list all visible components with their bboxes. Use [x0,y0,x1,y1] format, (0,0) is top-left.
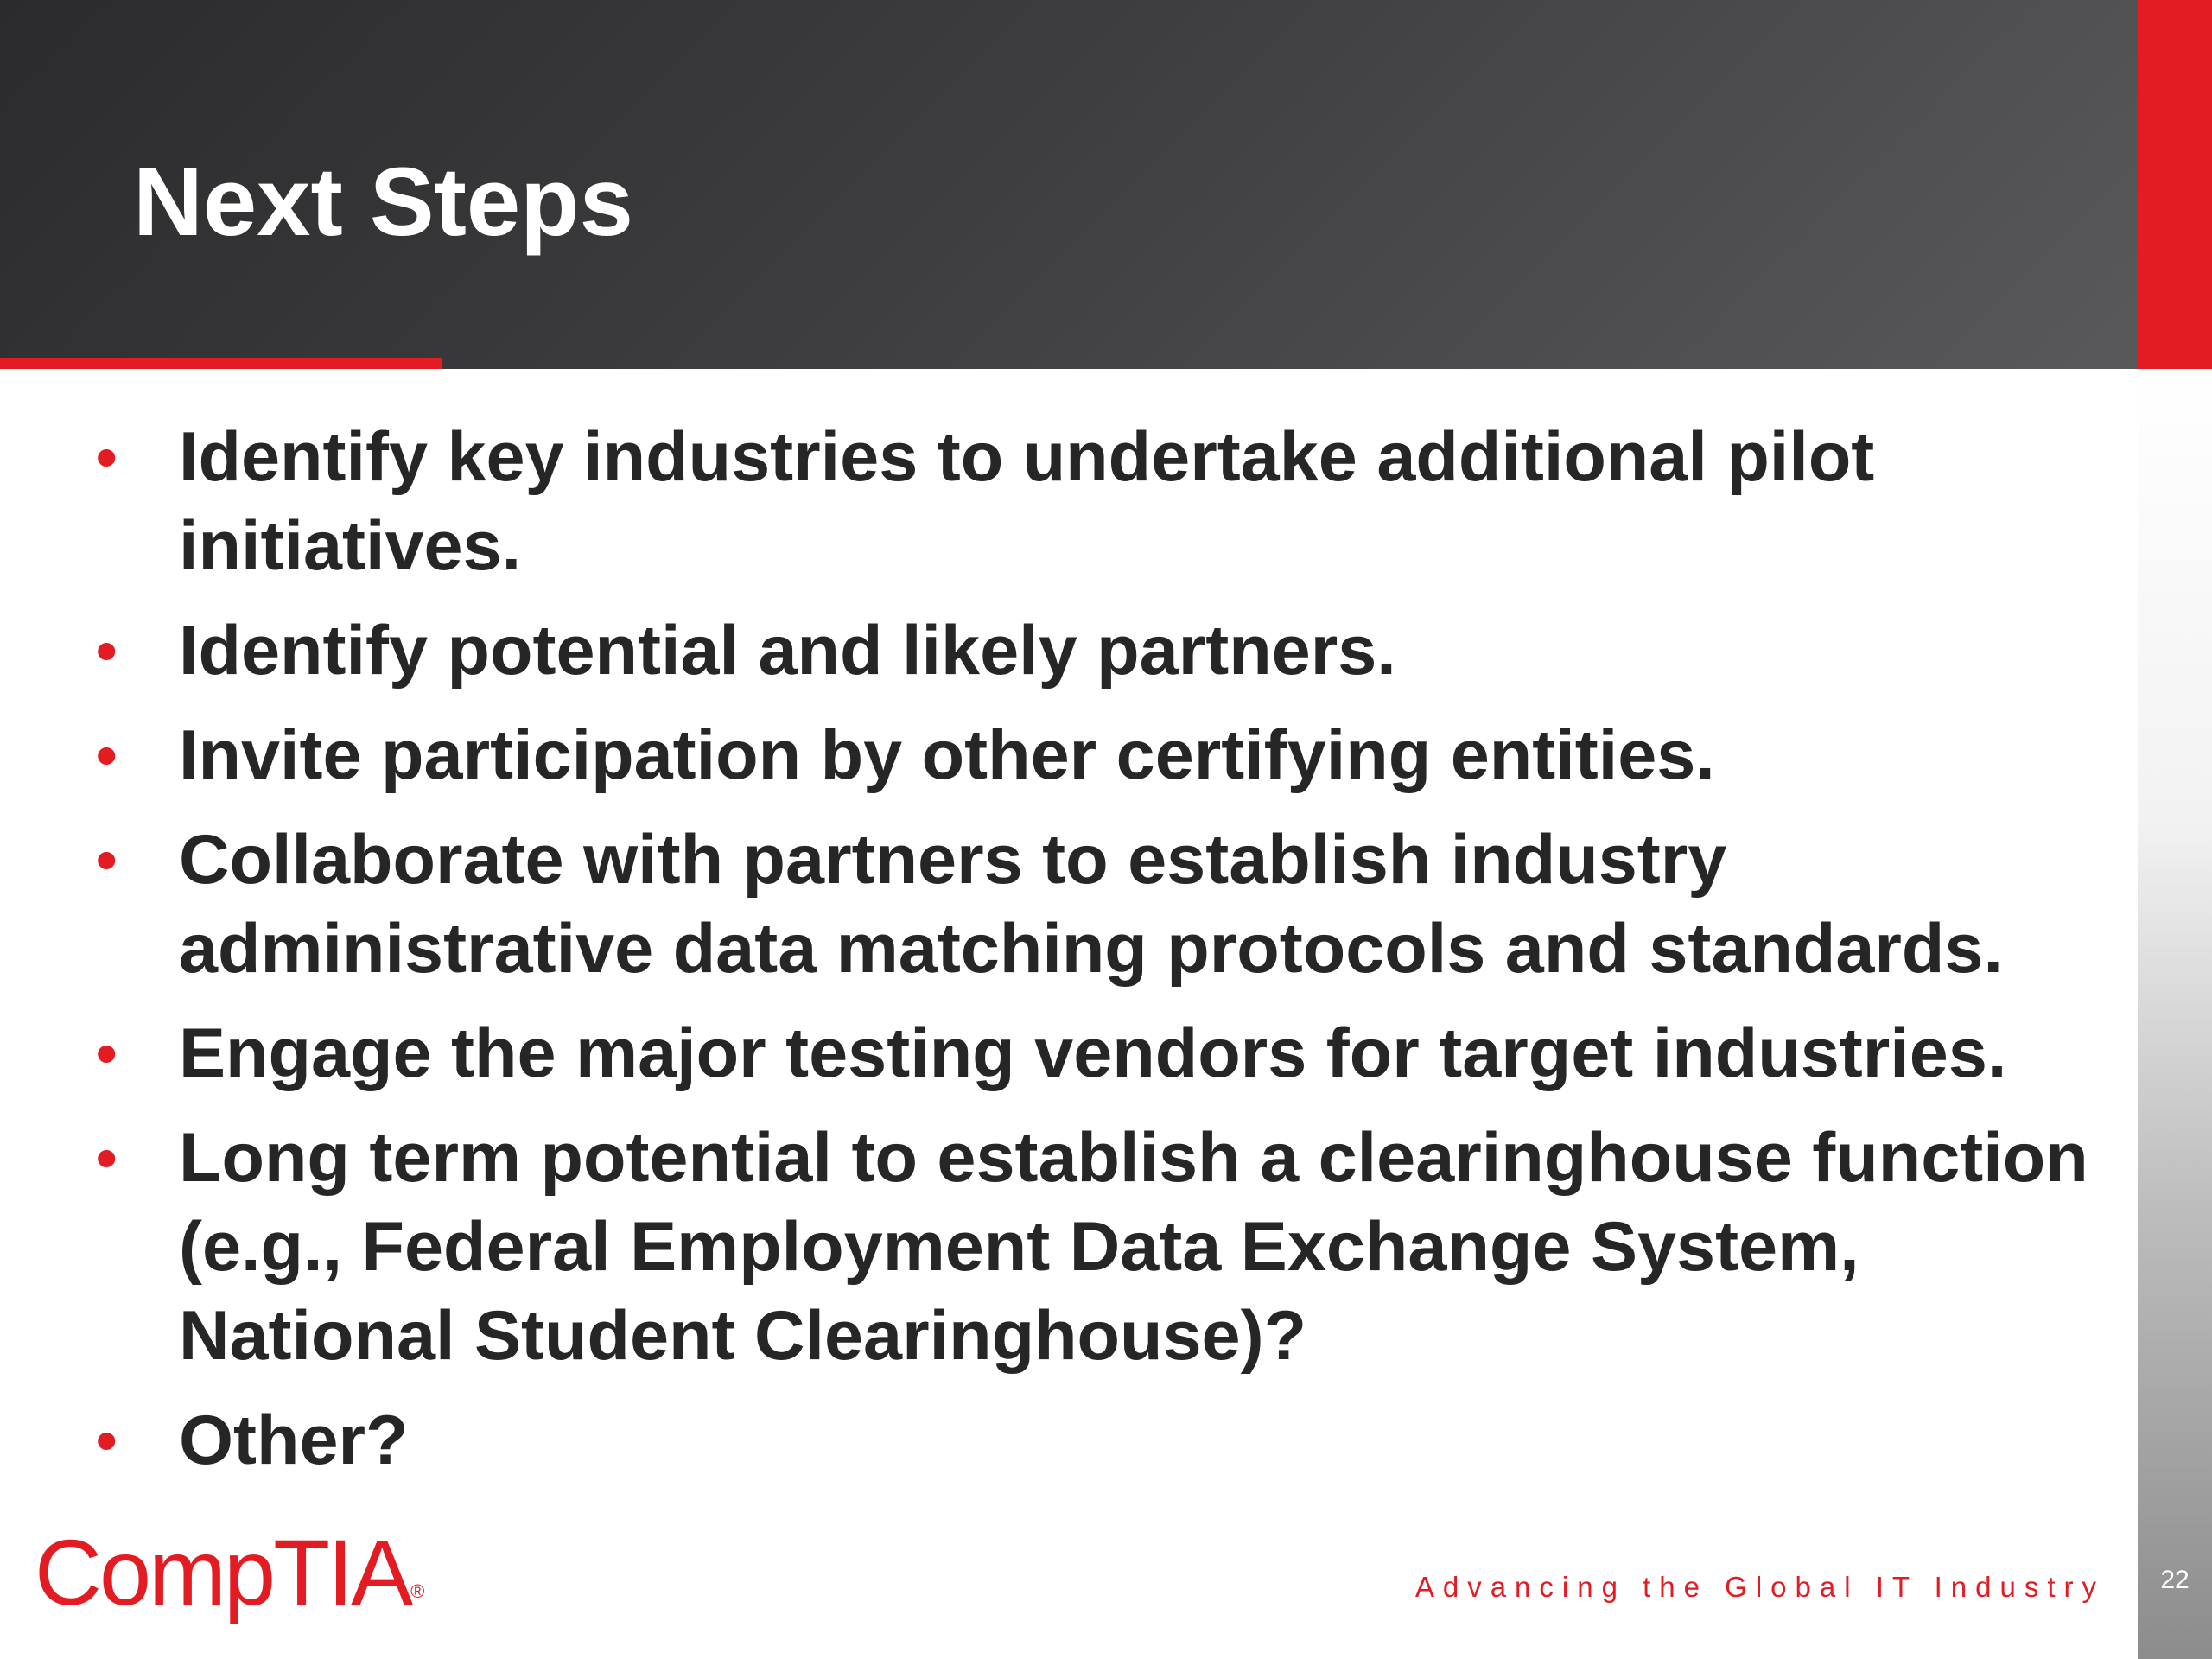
right-gradient-bar [2138,369,2212,1659]
bullet-dot-icon: • [96,826,118,893]
bullet-text: Other? [179,1402,409,1479]
bullet-text: Invite participation by other certifying entities. [179,716,1715,794]
bullet-item [91,413,2130,591]
bullet-dot-icon: • [96,721,118,789]
comptia-logo [35,1521,424,1643]
bullet-item [91,816,2130,994]
bullet-dot-icon: • [96,617,118,684]
logo-text: CompTIA [35,1520,411,1624]
bullet-item [91,1009,2130,1098]
bullet-item [91,1114,2130,1381]
bullet-text: Long term potential to establish a clearinghouse function (e.g., Federal Employment Data Exchange System, National Student Clearinghouse)? [179,1119,2088,1375]
footer-tagline: Advancing the Global IT Industry [1414,1571,2105,1603]
bullet-list [91,413,2130,1501]
bullet-dot-icon: • [96,1020,118,1087]
header-accent-line [0,358,442,369]
bullet-item [91,607,2130,696]
right-accent-bar [2138,0,2212,369]
bullet-dot-icon: • [96,1124,118,1192]
bullet-dot-icon: • [96,423,118,491]
bullet-text: Collaborate with partners to establish industry administrative data matching protocols and standards. [179,821,2003,988]
bullet-dot-icon: • [96,1407,118,1474]
page-number: 22 [2160,1566,2190,1594]
bullet-text: Identify key industries to undertake additional pilot initiatives. [179,418,1875,585]
bullet-item [91,1396,2130,1485]
bullet-item [91,711,2130,800]
slide-title: Next Steps [133,148,633,256]
bullet-text: Identify potential and likely partners. [179,612,1396,690]
registered-mark-icon: ® [410,1580,425,1602]
bullet-text: Engage the major testing vendors for target industries. [179,1014,2007,1092]
